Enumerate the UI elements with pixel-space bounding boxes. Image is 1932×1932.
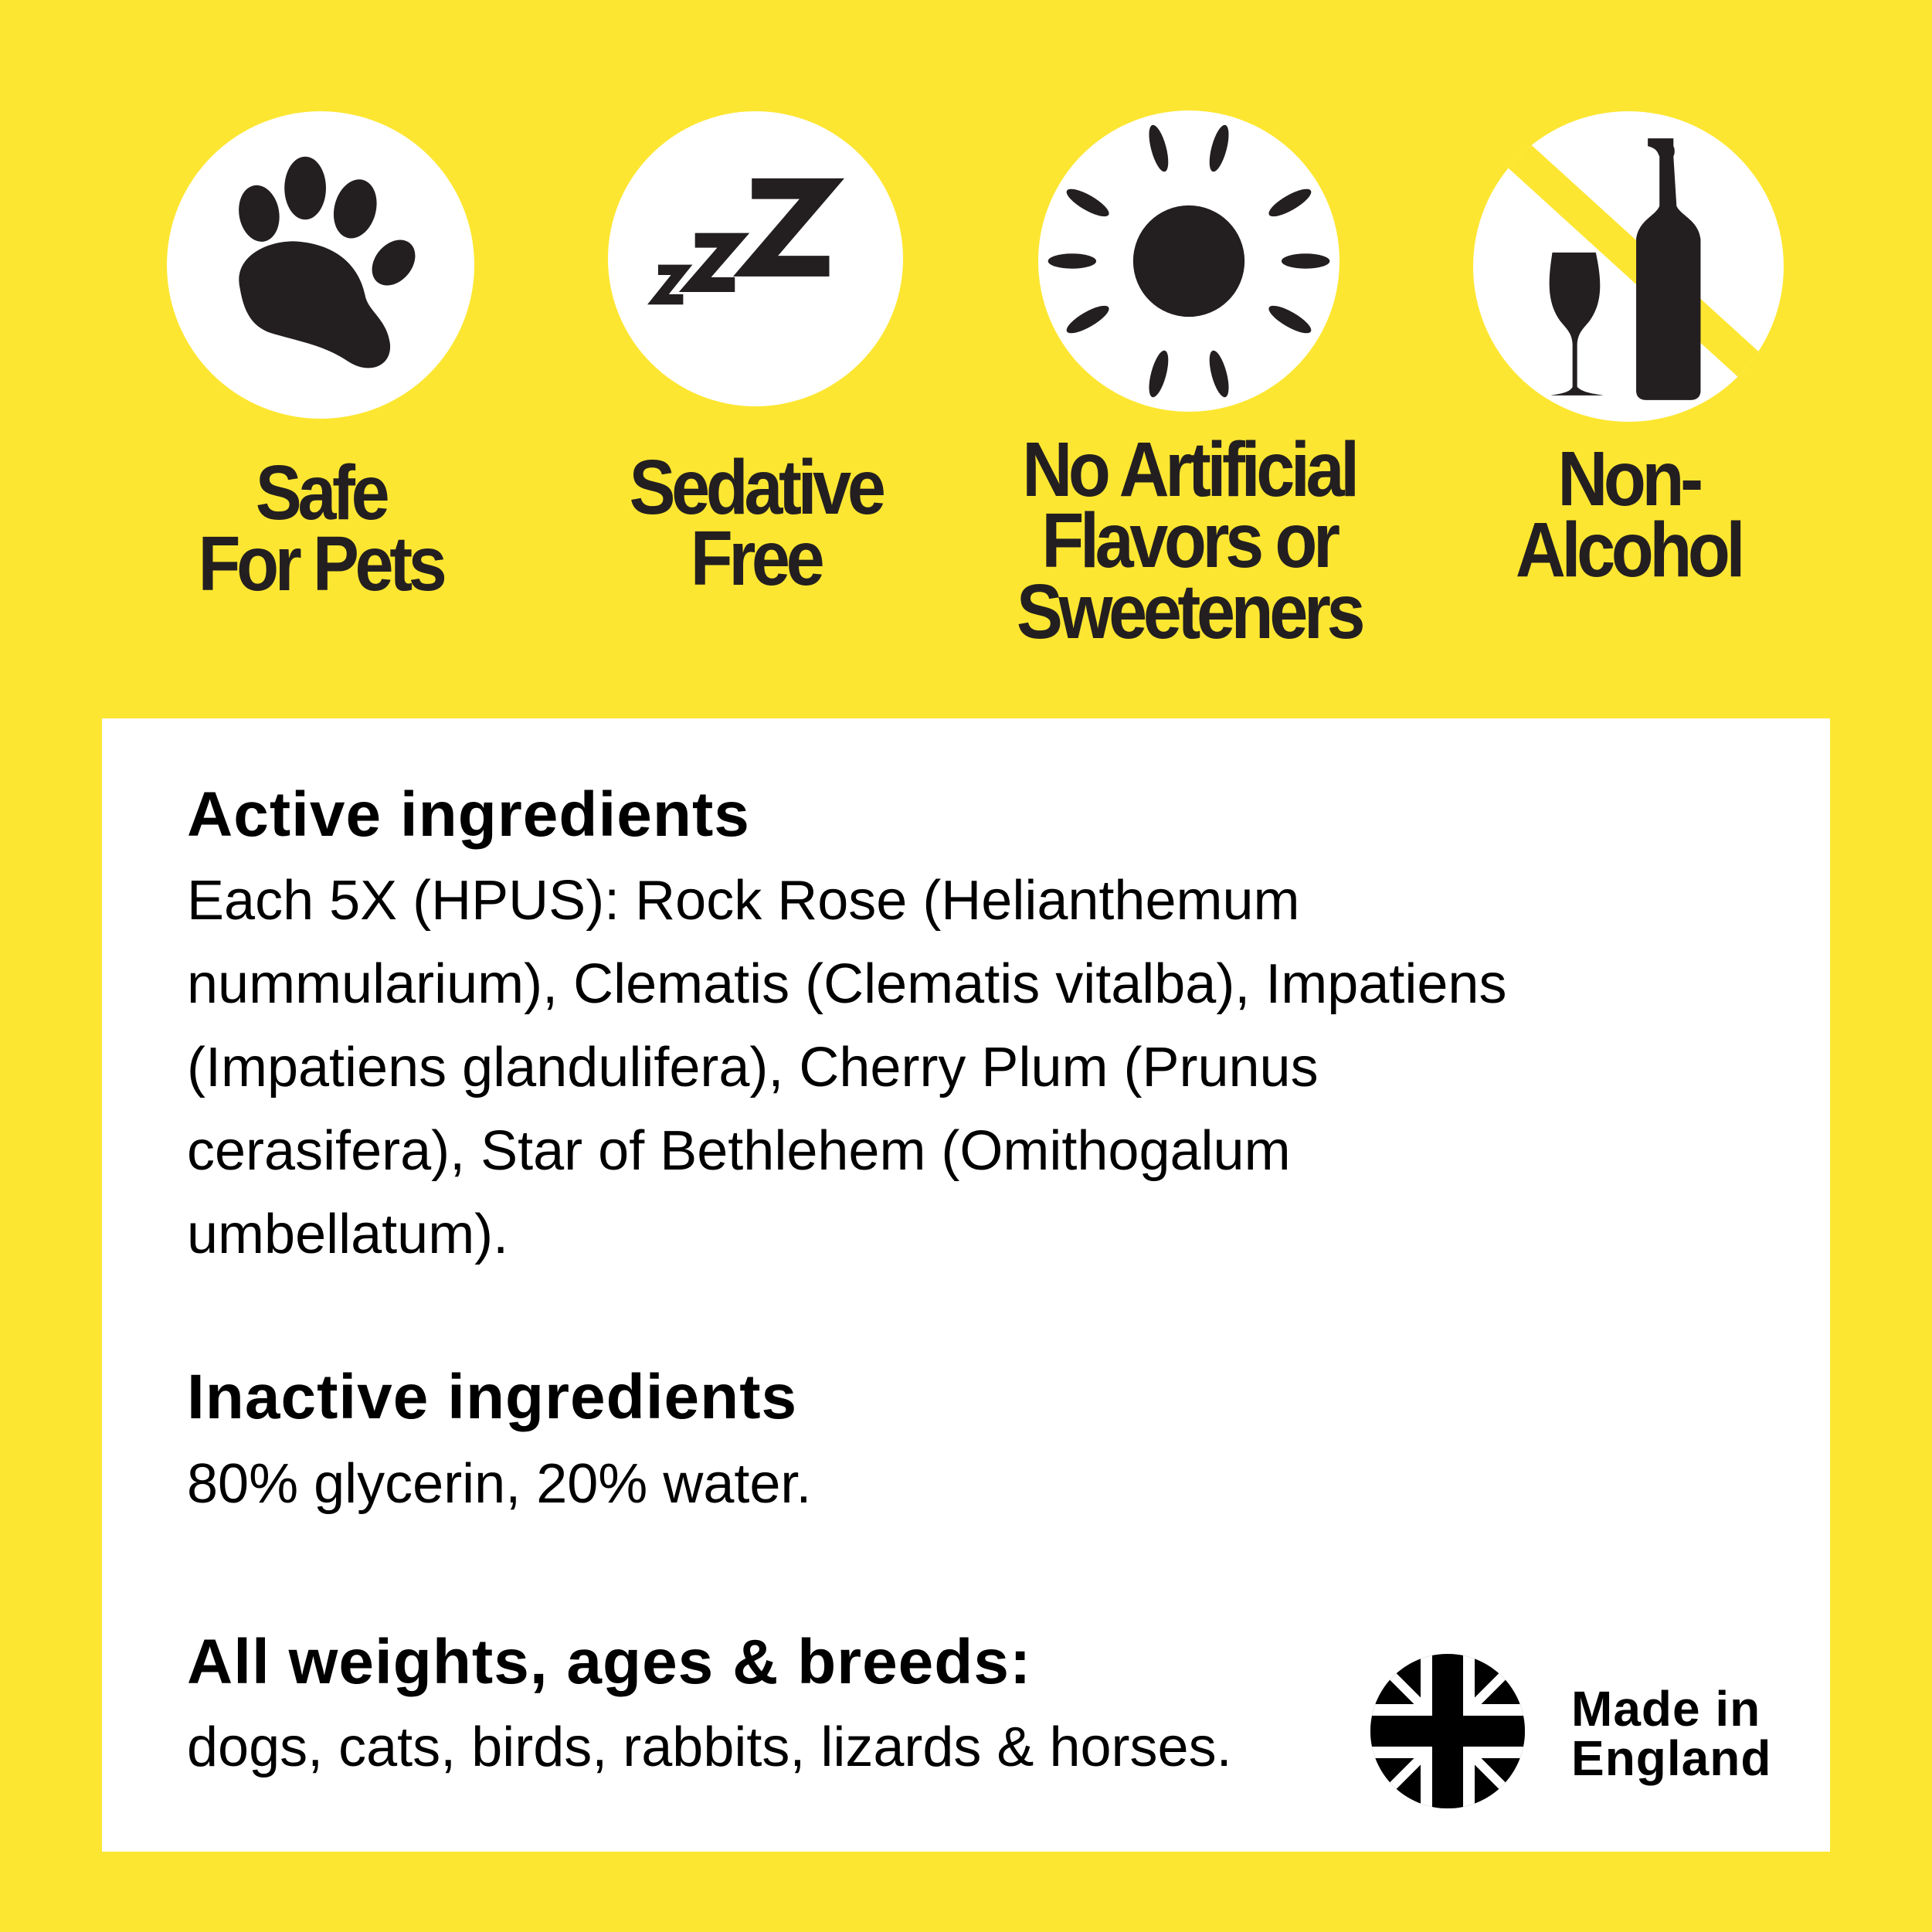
label-line: Flavors or xyxy=(1041,497,1336,584)
no-alcohol-icon xyxy=(1473,111,1784,422)
badge-label-no-artificial xyxy=(1015,426,1363,655)
sun-icon xyxy=(1038,110,1339,412)
label-line: No Artificial xyxy=(1022,426,1356,513)
inactive-ingredients-text: 80% glycerin, 20% water. xyxy=(187,1453,812,1515)
label-line: For Pets xyxy=(198,521,443,607)
ingredient-line: cerasifera), Star of Bethlehem (Omithogalum xyxy=(187,1120,1291,1182)
ingredient-line: Each 5X (HPUS): Rock Rose (Helianthemum xyxy=(187,870,1300,932)
paw-badge xyxy=(167,111,474,419)
union-jack-icon xyxy=(1370,1654,1525,1808)
label-line: Alcohol xyxy=(1515,507,1742,593)
ingredients-panel xyxy=(102,718,1830,1852)
sleep-badge xyxy=(608,111,903,406)
label-line: Safe xyxy=(255,450,386,536)
paw-icon xyxy=(167,111,474,419)
sleep-zzz-icon xyxy=(608,111,903,406)
label-line: Non- xyxy=(1557,436,1699,522)
active-ingredients-list xyxy=(187,859,1506,1276)
label-line: Free xyxy=(690,515,821,602)
sun-badge xyxy=(1038,110,1339,412)
badge-label-non-alcohol xyxy=(1489,436,1767,593)
made-in-england-text xyxy=(1571,1681,1772,1786)
suitability-heading: All weights, ages & breeds: xyxy=(187,1627,1032,1697)
ingredient-line: nummularium), Clematis (Clematis vitalba), Impatiens xyxy=(187,953,1507,1015)
active-ingredients-heading: Active ingredients xyxy=(187,779,750,850)
no-alcohol-badge xyxy=(1473,111,1784,422)
ingredient-line: umbellatum). xyxy=(187,1204,509,1265)
suitability-text: dogs, cats, birds, rabbits, lizards & horses. xyxy=(187,1716,1232,1778)
badge-label-sedative-free xyxy=(616,444,895,602)
origin-line: England xyxy=(1571,1730,1772,1786)
inactive-ingredients-heading: Inactive ingredients xyxy=(187,1362,798,1432)
label-line: Sweeteners xyxy=(1016,569,1362,655)
ingredient-line: (Impatiens glandulifera), Cherry Plum (Prunus xyxy=(187,1037,1319,1098)
badge-label-safe-for-pets xyxy=(182,450,460,607)
origin-line: Made in xyxy=(1571,1681,1761,1737)
label-line: Sedative xyxy=(629,444,882,531)
